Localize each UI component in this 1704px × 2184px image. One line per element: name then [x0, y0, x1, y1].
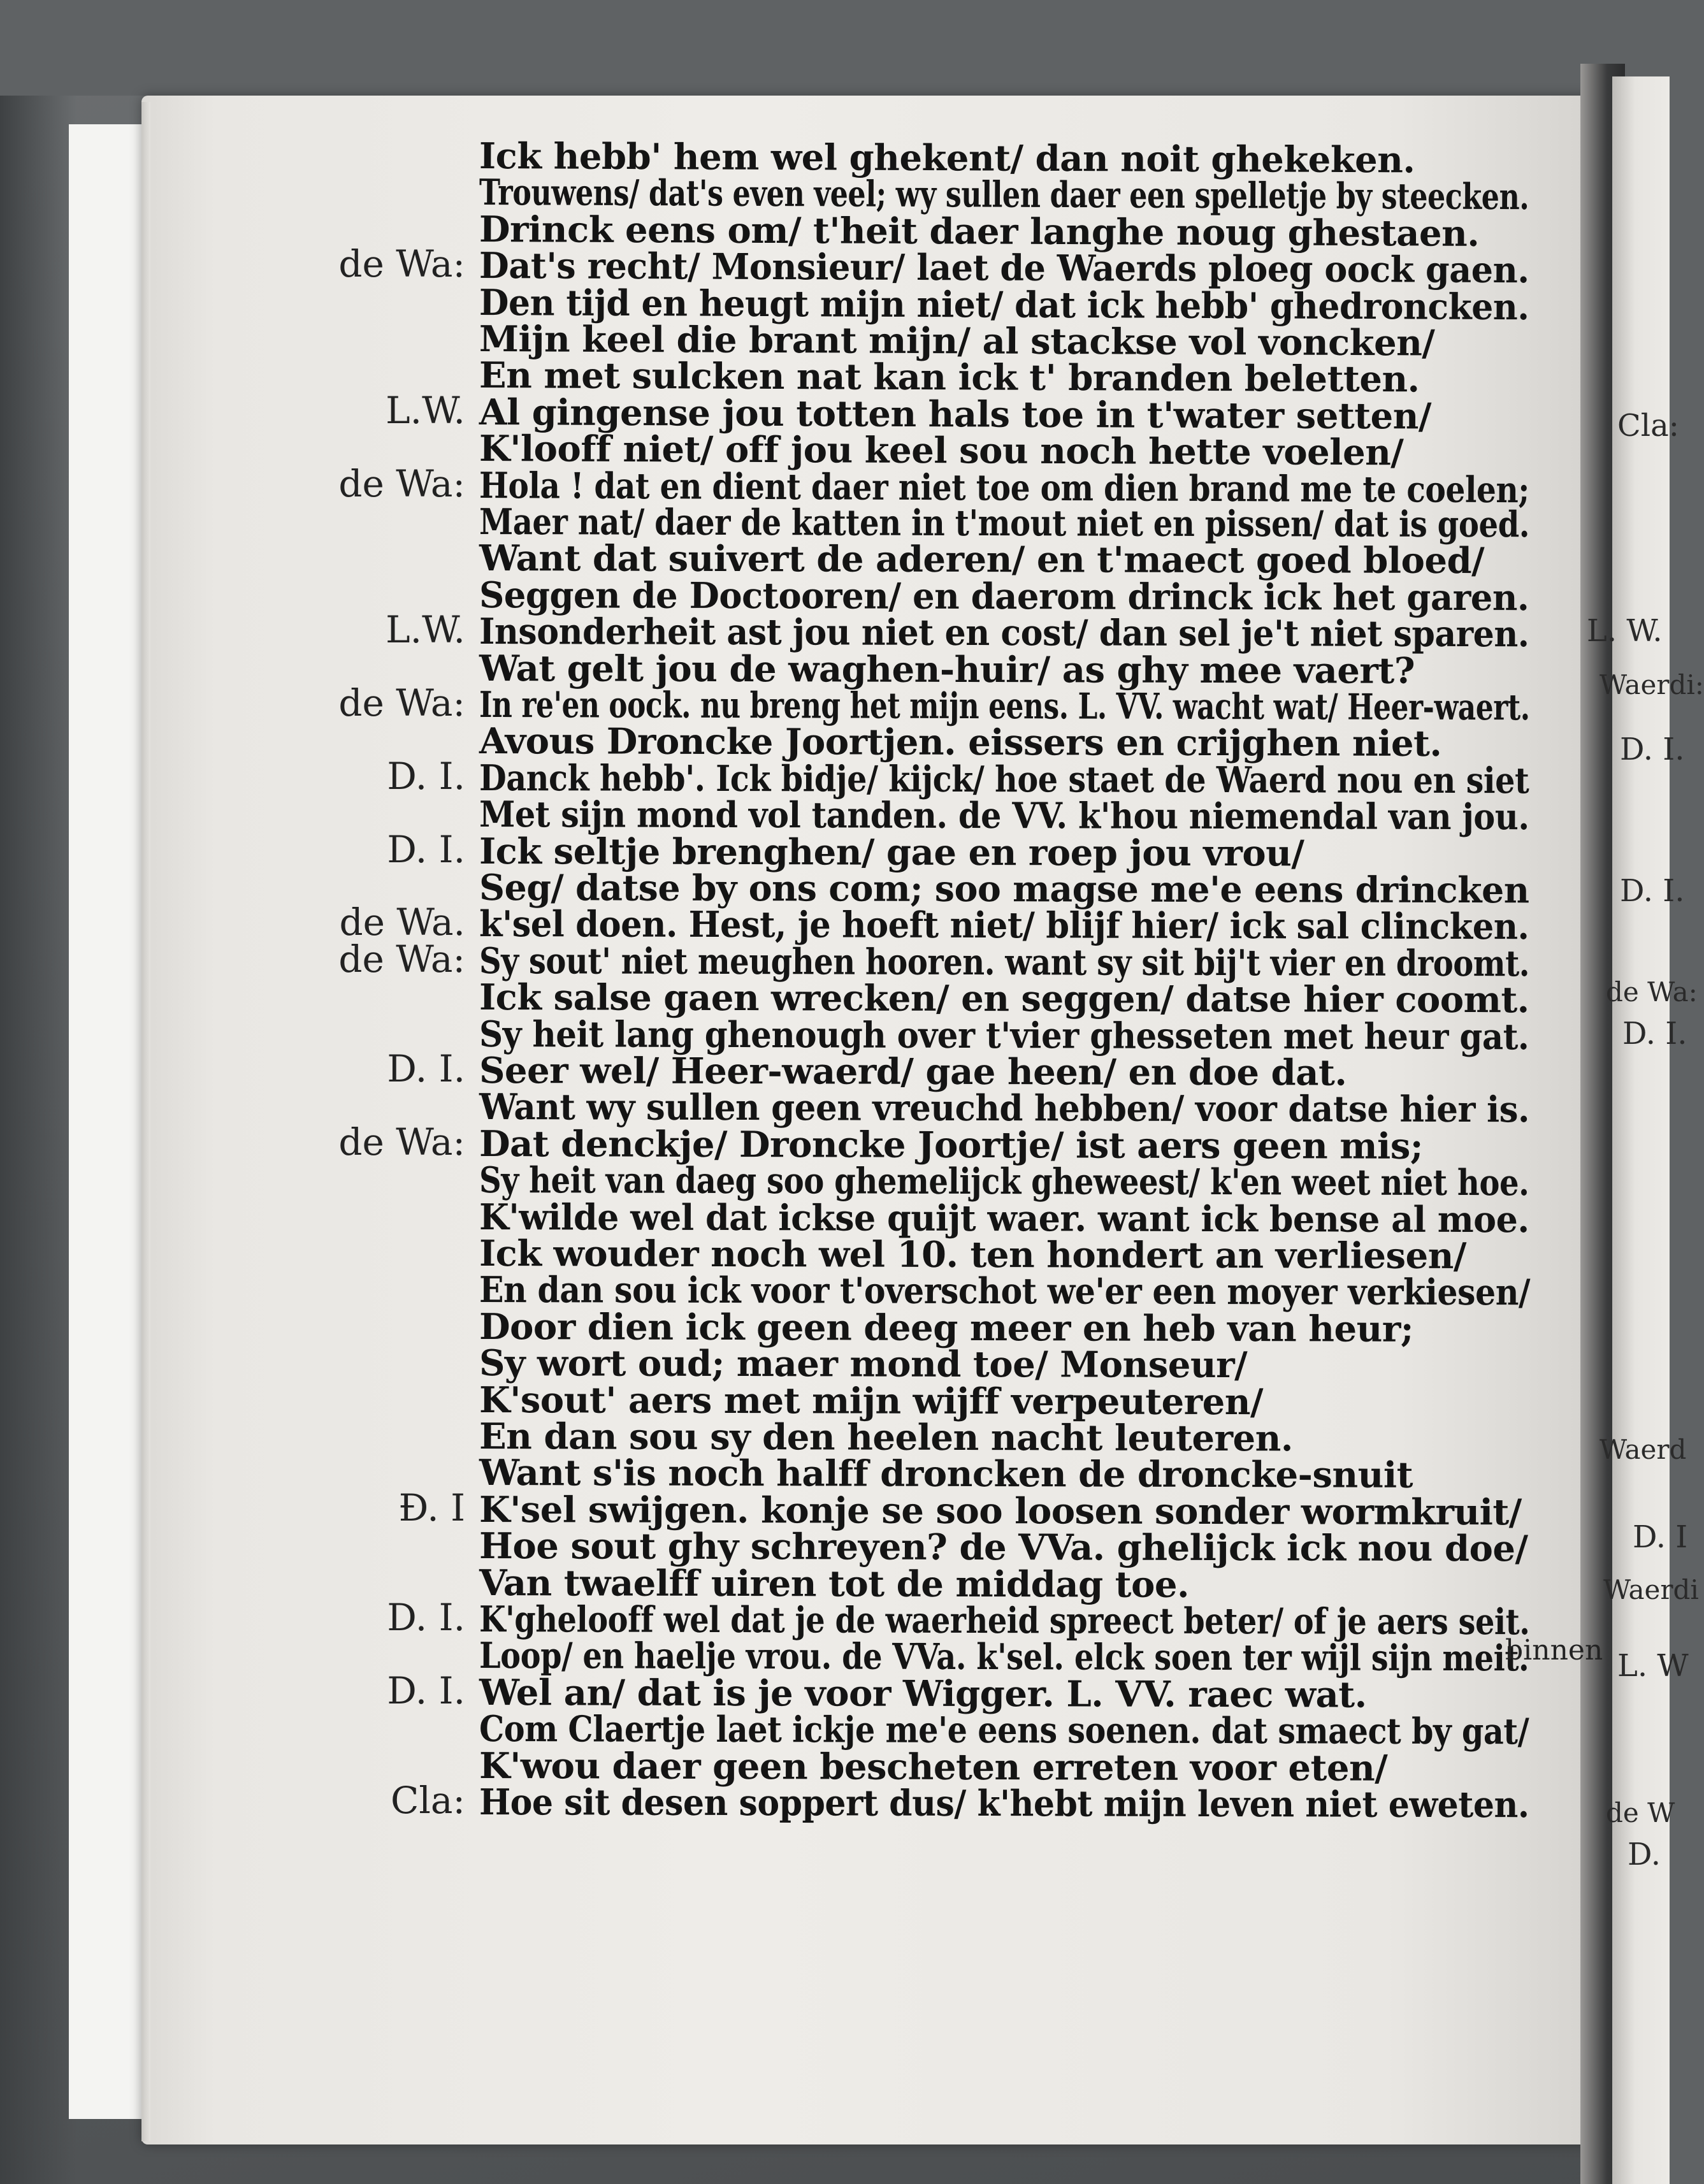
speaker-label: D. I. — [387, 1047, 465, 1090]
speaker-label: L.W. — [386, 608, 465, 651]
dialogue-line: k'sel doen. Hest, je hoeft niet/ blijf hier/ ick sal clincken. — [479, 903, 1529, 948]
speaker-label: D. I. — [387, 828, 465, 871]
dialogue-line: K'wou daer geen bescheten erreten voor eten/ — [479, 1745, 1388, 1790]
speaker-label: D. I. — [387, 755, 465, 798]
speaker-label: de Wa: — [338, 937, 465, 981]
facing-label: D. — [1628, 1837, 1661, 1872]
page-edge — [141, 102, 150, 2141]
dialogue-line: Sy heit van daeg soo ghemelijck gheweest/ k'en weet niet hoe. — [479, 1159, 1529, 1204]
dialogue-line: K'wilde wel dat ickse quijt waer. want ick bense al moe. — [479, 1196, 1529, 1241]
speaker-label: Ð. I — [398, 1486, 465, 1530]
dialogue-line: Maer nat/ daer de katten in t'mout niet en pissen/ dat is goed. — [479, 501, 1530, 546]
dialogue-line: Mijn keel die brant mijn/ al stackse vol voncken/ — [479, 318, 1435, 365]
speaker-label: de Wa. — [339, 900, 465, 944]
dialogue-line: Seer wel/ Heer-waerd/ gae heen/ en doe dat. — [479, 1050, 1347, 1094]
facing-label: Waerd — [1599, 1434, 1687, 1465]
dialogue-line: Wat gelt jou de waghen-huir/ as ghy mee vaert? — [479, 647, 1415, 692]
dialogue-line: Hoe sout ghy schreyen? de VVa. ghelijck ick nou doe/ — [479, 1525, 1528, 1570]
dialogue-line: Sy sout' niet meughen hooren. want sy sit bij't vier en droomt. — [479, 940, 1530, 985]
dialogue-line: Hoe sit desen soppert dus/ k'hebt mijn leven niet eweten. — [479, 1781, 1529, 1826]
dialogue-line: K'sel swijgen. konje se soo loosen sonder wormkruit/ — [479, 1489, 1522, 1534]
facing-label: de Wa: — [1606, 976, 1698, 1008]
facing-label: L. W — [1617, 1648, 1689, 1684]
dialogue-line: Sy heit lang ghenough over t'vier ghesseten met heur gat. — [479, 1013, 1529, 1059]
speaker-label: D. I. — [387, 1596, 465, 1639]
facing-label: D. I — [1633, 1519, 1688, 1555]
margin-note: binnen — [1505, 1634, 1603, 1667]
dialogue-line: Seggen de Doctooren/ en daerom drinck ick het garen. — [479, 574, 1529, 619]
dialogue-line: Loop/ en haelje vrou. de VVa. k'sel. elck soen ter wijl sijn meit. — [479, 1635, 1529, 1680]
dialogue-line: Door dien ick geen deeg meer en heb van heur; — [479, 1306, 1414, 1350]
dialogue-line: Seg/ datse by ons com; soo magse me'e eens drincken — [479, 867, 1529, 912]
speaker-label: L.W. — [386, 389, 465, 432]
facing-label: de W — [1606, 1797, 1675, 1828]
dialogue-line: En dan sou sy den heelen nacht leuteren. — [479, 1415, 1294, 1460]
speaker-label: de Wa: — [338, 462, 465, 505]
dialogue-line: Ick wouder noch wel 10. ten hondert an verliesen/ — [479, 1233, 1466, 1278]
dialogue-line: Den tijd en heugt mijn niet/ dat ick hebb' ghedroncken. — [479, 282, 1529, 329]
dialogue-line: Danck hebb'. Ick bidje/ kijck/ hoe staet de Waerd nou en siet — [479, 757, 1529, 802]
dialogue-line: K'ghelooff wel dat je de waerheid spreect beter/ of je aers seit. — [479, 1598, 1530, 1644]
facing-label: Waerdi — [1603, 1574, 1699, 1605]
dialogue-line: Wel an/ dat is je voor Wigger. L. VV. raec wat. — [479, 1672, 1367, 1716]
facing-label: Waerdi: — [1599, 669, 1704, 700]
facing-page — [1587, 76, 1704, 2184]
dialogue-line: Drinck eens om/ t'heit daer langhe noug ghestaen. — [479, 208, 1480, 255]
dialogue-line: En met sulcken nat kan ick t' branden beletten. — [479, 354, 1420, 401]
dialogue-line: Hola ! dat en dient daer niet toe om dien brand me te coelen; — [479, 465, 1530, 512]
dialogue-line: Trouwens/ dat's even veel; wy sullen daer een spelletje by steecken. — [479, 171, 1529, 219]
dialogue-line: Ick seltje brenghen/ gae en roep jou vrou/ — [479, 830, 1304, 875]
facing-label: L. W. — [1587, 613, 1663, 649]
dialogue-line: Sy wort oud; maer mond toe/ Monseur/ — [479, 1342, 1248, 1387]
dialogue-line: Dat denckje/ Droncke Joortje/ ist aers geen mis; — [479, 1123, 1424, 1168]
dialogue-line: K'sout' aers met mijn wijff verpeuteren/ — [479, 1379, 1264, 1424]
dialogue-line: Al gingense jou totten hals toe in t'water setten/ — [479, 391, 1432, 438]
dialogue-line: Ick hebb' hem wel ghekent/ dan noit ghekeken. — [479, 135, 1415, 182]
facing-label: D. I. — [1622, 1016, 1687, 1052]
dialogue-line: In re'en oock. nu breng het mijn eens. L. VV. wacht wat/ Heer-waert. — [479, 684, 1530, 729]
cover-shadow — [0, 96, 76, 2184]
facing-label: D. I. — [1620, 732, 1685, 767]
dialogue-line: Want dat suivert de aderen/ en t'maect goed bloed/ — [479, 537, 1485, 582]
dialogue-line: Met sijn mond vol tanden. de VV. k'hou niemendal van jou. — [479, 793, 1529, 839]
dialogue-line: Want wy sullen geen vreuchd hebben/ voor datse hier is. — [479, 1086, 1530, 1131]
dialogue-line: En dan sou ick voor t'overschot we'er een moyer verkiesen/ — [479, 1269, 1531, 1314]
dialogue-line: Van twaelff uiren tot de middag toe. — [479, 1562, 1190, 1606]
dialogue-line: Ick salse gaen wrecken/ en seggen/ datse hier coomt. — [479, 976, 1529, 1022]
facing-label: D. I. — [1620, 873, 1685, 909]
dialogue-line: K'looff niet/ off jou keel sou noch hette voelen/ — [479, 428, 1404, 474]
dialogue-line: Avous Droncke Joortjen. eissers en crijghen niet. — [479, 720, 1442, 765]
facing-label: Cla: — [1617, 408, 1679, 444]
speaker-label: Cla: — [390, 1779, 465, 1822]
speaker-label: D. I. — [387, 1669, 465, 1712]
dialogue-line: Dat's recht/ Monsieur/ laet de Waerds ploeg oock gaen. — [479, 245, 1529, 292]
dialogue-line: Com Claertje laet ickje me'e eens soenen. dat smaect by gat/ — [479, 1708, 1529, 1753]
speaker-label: de Wa: — [338, 681, 465, 725]
dialogue-line: Want s'is noch halff droncken de droncke-snuit — [479, 1452, 1413, 1496]
speaker-label: de Wa: — [338, 242, 465, 286]
dialogue-line: Insonderheit ast jou niet en cost/ dan sel je't niet sparen. — [479, 611, 1529, 656]
speaker-label: de Wa: — [338, 1120, 465, 1164]
